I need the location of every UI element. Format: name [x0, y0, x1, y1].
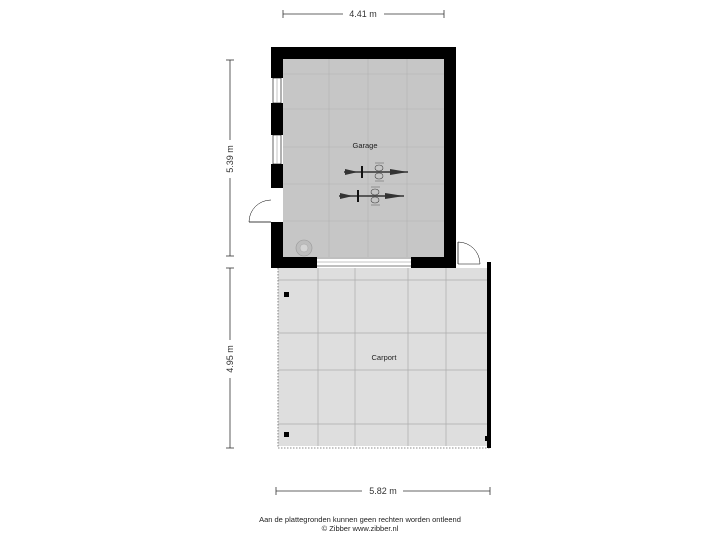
dimension-label: 5.82 m — [369, 486, 397, 496]
copyright-text: © Zibber www.zibber.nl — [321, 524, 399, 533]
garage-door-opening — [317, 258, 411, 266]
room-label-garage: Garage — [352, 141, 378, 150]
side-door-right — [458, 242, 480, 264]
room-label-carport: Carport — [371, 353, 397, 362]
floor-drain-icon — [296, 240, 312, 256]
disclaimer-text: Aan de plattegronden kunnen geen rechten worden ontleend — [259, 515, 461, 524]
carport-room — [278, 262, 491, 448]
carport-post — [485, 436, 490, 441]
dimension-carport-depth — [225, 268, 235, 448]
carport-post — [284, 292, 289, 297]
side-door-left — [249, 188, 283, 222]
dimension-garage-depth — [225, 60, 235, 256]
dimension-label: 4.41 m — [349, 9, 377, 19]
dimension-top-width — [283, 9, 444, 19]
garage-window — [273, 78, 281, 103]
dimension-label: 5.39 m — [225, 145, 235, 173]
garage-room — [249, 47, 480, 268]
garage-window — [273, 135, 281, 164]
dimension-bottom-width — [276, 486, 490, 496]
carport-post — [284, 432, 289, 437]
dimension-label: 4.95 m — [225, 345, 235, 373]
